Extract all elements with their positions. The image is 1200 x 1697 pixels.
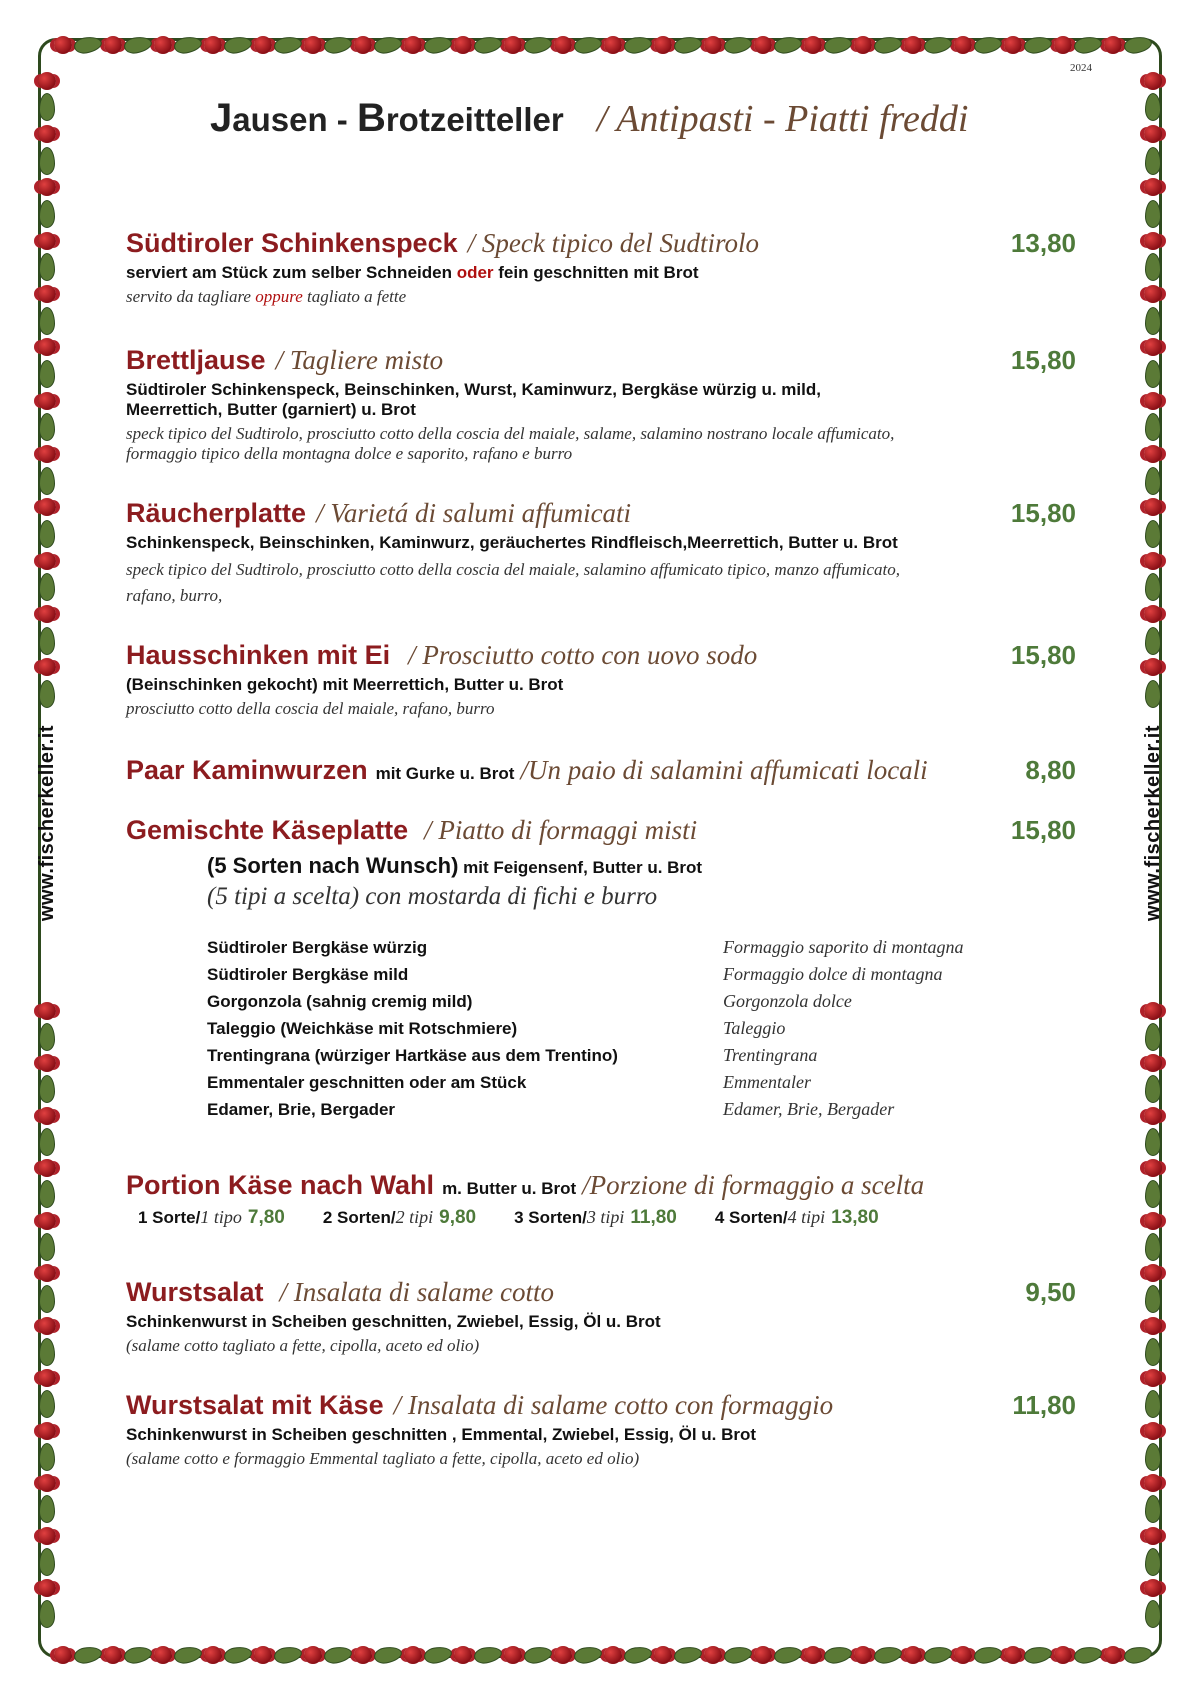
menu-item-wurstsalat [126,1277,1076,1356]
grape-icon [38,125,56,143]
grape-icon [1004,1646,1022,1664]
item-description-de: Südtiroler Schinkenspeck, Beinschinken, Wurst, Kaminwurz, Bergkäse würzig u. mild, Meerrettich, Butter (garniert) u. Brot [126,380,821,419]
cheese-name-de: Südtiroler Bergkäse mild [207,965,409,984]
leaf-icon [39,253,55,281]
menu-item-brettljause [126,345,1076,464]
leaf-icon [973,1645,1003,1666]
menu-item-schinkenspeck [126,228,1076,307]
grape-icon [554,36,572,54]
leaf-icon [823,35,853,56]
item-name: Südtiroler Schinkenspeck [126,228,458,258]
item-side: m. Butter u. Brot [442,1179,577,1198]
leaf-icon [1145,200,1161,228]
grape-icon [1054,36,1072,54]
grape-icon [204,36,222,54]
cheese-name-it: Formaggio dolce di montagna [723,964,943,984]
portion-option-it: 1 tipo [200,1207,242,1227]
grape-icon [38,658,56,676]
leaf-icon [39,1023,55,1051]
leaf-icon [39,200,55,228]
grape-icon [54,36,72,54]
year-label: 2024 [1070,62,1092,74]
leaf-icon [1145,360,1161,388]
item-subtitle: / Prosciutto cotto con uovo sodo [408,640,758,670]
leaf-icon [1145,1443,1161,1471]
item-subtitle: / Varietá di salumi affumicati [316,498,632,528]
grape-icon [604,1646,622,1664]
grape-icon [1144,285,1162,303]
leaf-icon [1145,1495,1161,1523]
leaf-icon [39,147,55,175]
leaf-icon [1145,573,1161,601]
portion-option [514,1207,677,1229]
leaf-icon [273,35,303,56]
leaf-icon [39,680,55,708]
leaf-icon [1145,1390,1161,1418]
leaf-icon [373,1645,403,1666]
grape-icon [1144,1474,1162,1492]
grape-icon [854,36,872,54]
leaf-icon [123,1645,153,1666]
leaf-icon [39,1390,55,1418]
leaf-icon [323,35,353,56]
item-subtitle: / Speck tipico del Sudtirolo [467,228,760,258]
item-description-it: prosciutto cotto della coscia del maiale, rafano, burro [126,699,495,718]
leaf-icon [223,1645,253,1666]
leaf-icon [1145,253,1161,281]
leaf-icon [623,35,653,56]
leaf-icon [39,1180,55,1208]
leaf-icon [39,1233,55,1261]
leaf-icon [39,1548,55,1576]
grape-icon [1144,658,1162,676]
grape-icon [404,36,422,54]
grape-icon [1144,552,1162,570]
grape-icon [1144,232,1162,250]
leaf-icon [1145,1128,1161,1156]
leaf-icon [1145,1180,1161,1208]
leaf-icon [1145,1600,1161,1628]
leaf-icon [73,35,103,56]
page-title [210,96,968,141]
grape-icon [38,1107,56,1125]
portion-option [323,1207,476,1229]
item-description-de: Schinkenwurst in Scheiben geschnitten , Emmental, Zwiebel, Essig, Öl u. Brot [126,1425,757,1444]
cheese-name-it: Trentingrana [723,1045,818,1065]
portion-option-it: 3 tipi [586,1207,625,1227]
portion-option-it: 4 tipi [787,1207,826,1227]
portion-option-price: 7,80 [247,1207,285,1228]
item-description-it: servito da tagliare oppure tagliato a fette [126,287,407,306]
item-price: 15,80 [1010,815,1076,845]
item-name: Brettljause [126,345,266,375]
grape-icon [154,1646,172,1664]
leaf-icon [873,1645,903,1666]
menu-item-raeucherplatte [126,498,1076,609]
leaf-icon [523,35,553,56]
cheese-name-de: Südtiroler Bergkäse würzig [207,938,428,957]
leaf-icon [1145,1548,1161,1576]
leaf-icon [1145,93,1161,121]
leaf-icon [723,35,753,56]
grape-icon [404,1646,422,1664]
grape-icon [38,1054,56,1072]
portion-option [715,1207,879,1229]
leaf-icon [573,35,603,56]
cheese-name-it: Gorgonzola dolce [723,991,852,1011]
portion-option-de: 1 Sorte/ [138,1208,201,1227]
leaf-icon [1073,1645,1103,1666]
grape-icon [1144,605,1162,623]
grape-icon [704,1646,722,1664]
cheese-row [207,964,1007,991]
vine-border-right-lower [1138,1000,1168,1630]
grape-icon [38,1317,56,1335]
grape-icon [654,36,672,54]
item-subtitle: / Insalata di salame cotto con formaggio [393,1390,834,1420]
item-subtitle: / Piatto di formaggi misti [424,815,698,845]
grape-icon [704,36,722,54]
item-description-de: Schinkenspeck, Beinschinken, Kaminwurz, geräuchertes Rindfleisch,Meerrettich, Butter u. Brot [126,533,898,552]
cheese-row [207,1072,1007,1099]
portion-option-it: 2 tipi [395,1207,434,1227]
grape-icon [38,1369,56,1387]
grape-icon [38,1422,56,1440]
item-subtitle: / Tagliere misto [275,345,444,375]
leaf-icon [1145,680,1161,708]
item-price: 15,80 [1010,640,1076,670]
grape-icon [1144,392,1162,410]
grape-icon [354,1646,372,1664]
grape-icon [604,36,622,54]
title-de: Jausen - Brotzeitteller [210,96,564,140]
leaf-icon [673,1645,703,1666]
leaf-icon [39,1338,55,1366]
leaf-icon [123,35,153,56]
portion-option-de: 2 Sorten/ [322,1208,396,1227]
leaf-icon [39,520,55,548]
item-description-it: speck tipico del Sudtirolo, prosciutto cotto della coscia del maiale, salamino affumicato tipico, manzo affumicato, rafano, burro, [126,560,901,605]
menu-item-portion-kaese [126,1170,1076,1229]
grape-icon [504,36,522,54]
cheese-row [207,937,1007,964]
grape-icon [38,338,56,356]
grape-icon [804,36,822,54]
leaf-icon [923,35,953,56]
grape-icon [1104,36,1122,54]
leaf-icon [39,1600,55,1628]
leaf-icon [1145,1023,1161,1051]
item-name: Wurstsalat [126,1277,264,1307]
grape-icon [38,445,56,463]
leaf-icon [39,307,55,335]
cheese-row [207,1045,1007,1072]
item-price: 8,80 [1025,755,1076,785]
leaf-icon [623,1645,653,1666]
grape-icon [454,36,472,54]
grape-icon [1144,1212,1162,1230]
leaf-icon [1145,147,1161,175]
leaf-icon [173,35,203,56]
grape-icon [38,1002,56,1020]
grape-icon [354,36,372,54]
grape-icon [1144,1159,1162,1177]
grape-icon [1144,1002,1162,1020]
grape-icon [954,36,972,54]
leaf-icon [273,1645,303,1666]
leaf-icon [39,360,55,388]
leaf-icon [1145,413,1161,441]
item-subtitle: /Porzione di formaggio a scelta [582,1170,925,1200]
cheese-name-it: Taleggio [723,1018,786,1038]
item-description-it: (salame cotto e formaggio Emmental tagliato a fette, cipolla, aceto ed olio) [126,1449,640,1468]
grape-icon [1144,498,1162,516]
grape-icon [1144,1369,1162,1387]
leaf-icon [673,35,703,56]
item-subtitle: / Insalata di salame cotto [279,1277,555,1307]
leaf-icon [1123,1645,1153,1666]
grape-icon [1144,1107,1162,1125]
portion-option-price: 9,80 [439,1207,477,1228]
vine-border-left [32,70,62,710]
leaf-icon [173,1645,203,1666]
grape-icon [38,1264,56,1282]
grape-icon [904,1646,922,1664]
grape-icon [38,1527,56,1545]
cheese-name-de: Trentingrana (würziger Hartkäse aus dem Trentino) [207,1046,618,1065]
leaf-icon [39,467,55,495]
item-description-de: (Beinschinken gekocht) mit Meerrettich, Butter u. Brot [126,675,564,694]
leaf-icon [39,573,55,601]
item-name: Räucherplatte [126,498,307,528]
leaf-icon [1123,35,1153,56]
leaf-icon [773,1645,803,1666]
grape-icon [1144,445,1162,463]
leaf-icon [39,1285,55,1313]
website-right: www.fischerkeller.it [1142,725,1164,922]
grape-icon [38,392,56,410]
leaf-icon [1145,1285,1161,1313]
grape-icon [954,1646,972,1664]
item-name: Wurstsalat mit Käse [126,1390,384,1420]
leaf-icon [823,1645,853,1666]
item-description-it: (5 tipi a scelta) con mostarda di fichi e burro [207,883,658,910]
title-it: / Antipasti - Piatti freddi [596,98,969,140]
grape-icon [1144,1317,1162,1335]
grape-icon [38,1212,56,1230]
grape-icon [254,36,272,54]
grape-icon [38,72,56,90]
grape-icon [1144,1527,1162,1545]
grape-icon [104,36,122,54]
item-price: 15,80 [1010,498,1076,528]
item-name: Gemischte Käseplatte [126,815,409,845]
item-price: 15,80 [1010,345,1076,375]
leaf-icon [1023,1645,1053,1666]
leaf-icon [39,93,55,121]
leaf-icon [73,1645,103,1666]
grape-icon [754,1646,772,1664]
item-description-it: speck tipico del Sudtirolo, prosciutto cotto della coscia del maiale, salame, salamino nostrano locale affumicato, formaggio tipico della montagna dolce e saporito, rafano e burro [126,424,895,463]
portion-option-de: 4 Sorten/ [714,1208,788,1227]
leaf-icon [923,1645,953,1666]
leaf-icon [39,1075,55,1103]
item-price: 13,80 [1010,228,1076,258]
menu-item-kaeseplatte [126,815,1076,912]
cheese-name-de: Emmentaler geschnitten oder am Stück [207,1073,527,1092]
portion-option-price: 13,80 [831,1207,879,1228]
cheese-name-de: Edamer, Brie, Bergader [207,1100,396,1119]
cheese-name-de: Taleggio (Weichkäse mit Rotschmiere) [207,1019,518,1038]
item-price: 9,50 [1025,1277,1076,1307]
grape-icon [854,1646,872,1664]
item-name: Paar Kaminwurzen [126,755,368,785]
grape-icon [1004,36,1022,54]
leaf-icon [473,35,503,56]
item-subtitle: /Un paio di salamini affumicati locali [520,755,928,785]
grape-icon [304,1646,322,1664]
grape-icon [54,1646,72,1664]
portion-option-price: 11,80 [630,1207,677,1228]
leaf-icon [373,35,403,56]
leaf-icon [39,627,55,655]
grape-icon [1144,1422,1162,1440]
vine-border-left-lower [32,1000,62,1630]
grape-icon [1144,125,1162,143]
item-side: mit Gurke u. Brot [375,764,515,783]
grape-icon [38,1159,56,1177]
cheese-name-de: Gorgonzola (sahnig cremig mild) [207,992,473,1011]
leaf-icon [1145,627,1161,655]
cheese-name-it: Formaggio saporito di montagna [723,937,964,957]
leaf-icon [39,1128,55,1156]
grape-icon [1144,1264,1162,1282]
leaf-icon [773,35,803,56]
grape-icon [1144,72,1162,90]
grape-icon [154,36,172,54]
grape-icon [104,1646,122,1664]
grape-icon [1104,1646,1122,1664]
leaf-icon [723,1645,753,1666]
leaf-icon [1073,35,1103,56]
leaf-icon [1145,1233,1161,1261]
grape-icon [38,605,56,623]
vine-border-right [1138,70,1168,710]
leaf-icon [1023,35,1053,56]
leaf-icon [473,1645,503,1666]
grape-icon [754,36,772,54]
portion-option [138,1207,285,1229]
grape-icon [1144,338,1162,356]
vine-border-top [50,30,1150,60]
grape-icon [204,1646,222,1664]
leaf-icon [1145,1075,1161,1103]
leaf-icon [573,1645,603,1666]
grape-icon [804,1646,822,1664]
leaf-icon [1145,467,1161,495]
grape-icon [904,36,922,54]
grape-icon [304,36,322,54]
grape-icon [38,552,56,570]
item-price: 11,80 [1012,1390,1076,1420]
cheese-row [207,1099,1007,1126]
leaf-icon [1145,1338,1161,1366]
leaf-icon [323,1645,353,1666]
cheese-row [207,991,1007,1018]
leaf-icon [223,35,253,56]
menu-item-wurstsalat-kaese [126,1390,1076,1469]
grape-icon [504,1646,522,1664]
grape-icon [454,1646,472,1664]
portion-option-de: 3 Sorten/ [514,1208,587,1227]
grape-icon [38,498,56,516]
grape-icon [554,1646,572,1664]
grape-icon [1144,1054,1162,1072]
item-description-de: serviert am Stück zum selber Schneiden oder fein geschnitten mit Brot [126,263,699,282]
website-left: www.fischerkeller.it [36,725,58,922]
grape-icon [38,178,56,196]
grape-icon [38,232,56,250]
grape-icon [1144,1579,1162,1597]
item-description-de: Schinkenwurst in Scheiben geschnitten, Zwiebel, Essig, Öl u. Brot [126,1312,661,1331]
vine-border-bottom [50,1640,1150,1670]
item-description-it: (salame cotto tagliato a fette, cipolla, aceto ed olio) [126,1336,480,1355]
leaf-icon [1145,520,1161,548]
item-name: Hausschinken mit Ei [126,640,391,670]
menu-item-hausschinken [126,640,1076,719]
cheese-name-it: Edamer, Brie, Bergader [723,1099,895,1119]
item-description-de: (5 Sorten nach Wunsch) mit Feigensenf, Butter u. Brot [207,853,703,878]
grape-icon [254,1646,272,1664]
leaf-icon [523,1645,553,1666]
grape-icon [38,1474,56,1492]
leaf-icon [873,35,903,56]
grape-icon [654,1646,672,1664]
leaf-icon [39,413,55,441]
grape-icon [1054,1646,1072,1664]
grape-icon [1144,178,1162,196]
cheese-name-it: Emmentaler [723,1072,811,1092]
menu-item-kaminwurzen [126,755,1076,786]
grape-icon [38,1579,56,1597]
item-name: Portion Käse nach Wahl [126,1170,435,1200]
leaf-icon [973,35,1003,56]
leaf-icon [39,1443,55,1471]
cheese-list [207,937,1007,1126]
cheese-row [207,1018,1007,1045]
leaf-icon [423,1645,453,1666]
leaf-icon [1145,307,1161,335]
leaf-icon [39,1495,55,1523]
leaf-icon [423,35,453,56]
grape-icon [38,285,56,303]
portion-options [138,1207,1076,1229]
